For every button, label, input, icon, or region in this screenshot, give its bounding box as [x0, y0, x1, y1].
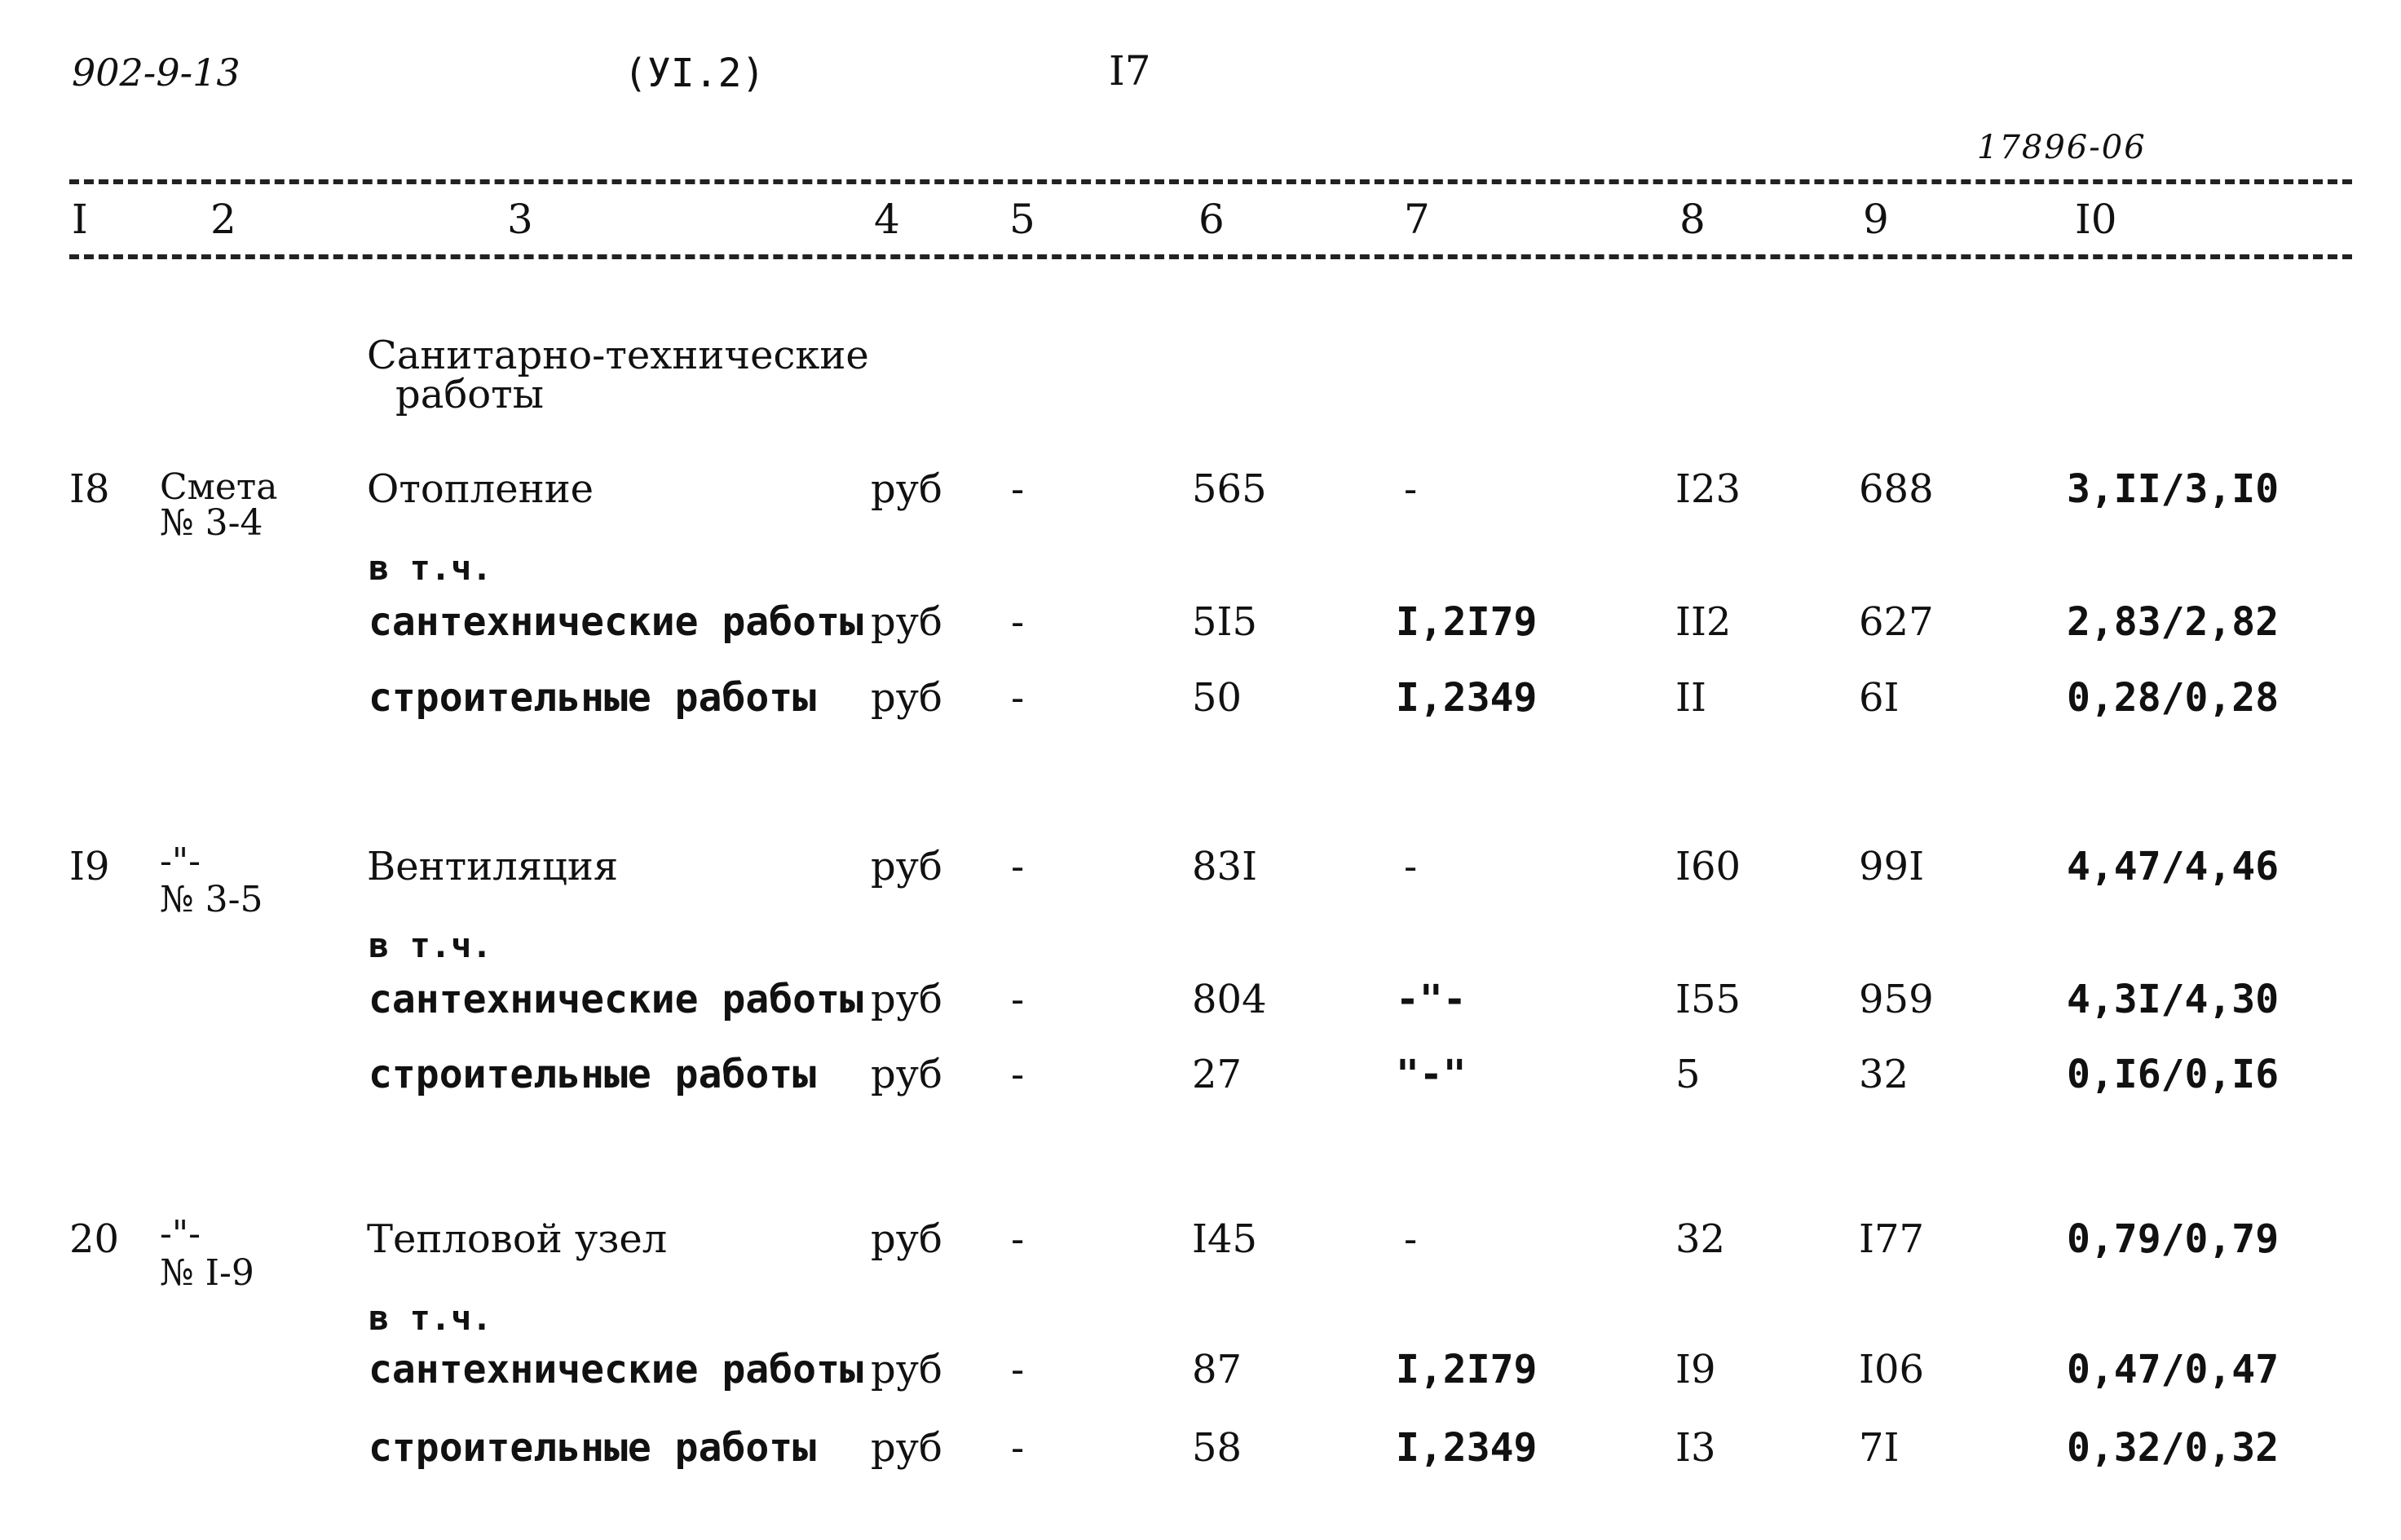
item-number: I8 [69, 466, 110, 512]
item-col5: - [1011, 844, 1025, 889]
subitem-name: строительные работы [369, 1052, 817, 1097]
item-col5: - [1011, 466, 1025, 512]
subitem-col9: 32 [1859, 1052, 1909, 1097]
subitem-col8: II2 [1675, 599, 1732, 645]
subitem-col10: 0,I6/0,I6 [2067, 1052, 2280, 1097]
subitem-col6: 87 [1192, 1347, 1242, 1392]
subitem-col8: II [1675, 675, 1706, 721]
item-name: Отопление [367, 466, 594, 512]
item-col10: 4,47/4,46 [2067, 844, 2280, 889]
item-col7: - [1404, 1216, 1418, 1262]
column-number-8: 8 [1679, 196, 1706, 243]
subitem-name: сантехнические работы [369, 977, 863, 1022]
item-unit: руб [871, 466, 942, 512]
subitem-col9: 6I [1859, 675, 1900, 721]
section-title: Санитарно-технические [367, 333, 869, 378]
subitem-col7: I,2I79 [1396, 1347, 1538, 1392]
subitem-col7: "-" [1396, 1052, 1467, 1097]
subitem-col10: 4,3I/4,30 [2067, 977, 2280, 1022]
subitem-col7: I,2349 [1396, 1425, 1538, 1471]
subitem-unit: руб [871, 675, 942, 721]
archive-code: 17896-06 [1977, 129, 2147, 166]
subitem-col5: - [1011, 1425, 1025, 1471]
item-col9: I77 [1859, 1216, 1925, 1262]
subitem-col5: - [1011, 599, 1025, 645]
item-number: I9 [69, 844, 110, 889]
section-label: (УI.2) [624, 51, 766, 96]
item-col7: - [1404, 466, 1418, 512]
subitem-col6: 50 [1192, 675, 1242, 721]
subitem-col9: I06 [1859, 1347, 1925, 1392]
column-number-9: 9 [1863, 196, 1889, 243]
item-col8: I23 [1675, 466, 1741, 512]
subitem-unit: руб [871, 599, 942, 645]
estimate-ref: -"- [160, 841, 201, 882]
estimate-ref-number: № 3-4 [160, 502, 263, 544]
subitem-name: строительные работы [369, 1425, 817, 1471]
subitem-col10: 0,28/0,28 [2067, 675, 2280, 721]
estimate-ref-number: № I-9 [160, 1252, 254, 1294]
column-number-5: 5 [1009, 196, 1035, 243]
item-col8: 32 [1675, 1216, 1726, 1262]
document-number: 902-9-13 [72, 51, 241, 95]
item-number: 20 [69, 1216, 120, 1262]
column-number-1: I [72, 196, 88, 243]
subitem-unit: руб [871, 1347, 942, 1392]
item-col7: - [1404, 844, 1418, 889]
subitem-col5: - [1011, 977, 1025, 1022]
subitem-name: строительные работы [369, 675, 817, 721]
subitem-col8: I55 [1675, 977, 1741, 1022]
subitem-col10: 2,83/2,82 [2067, 599, 2280, 645]
subitem-name: сантехнические работы [369, 1347, 863, 1392]
subitem-col10: 0,47/0,47 [2067, 1347, 2280, 1392]
column-number-10: I0 [2075, 196, 2117, 243]
column-number-4: 4 [874, 196, 900, 243]
item-name: Тепловой узел [367, 1216, 668, 1262]
subitem-col6: 58 [1192, 1425, 1242, 1471]
estimate-ref: -"- [160, 1213, 201, 1255]
subitem-col7: I,2I79 [1396, 599, 1538, 645]
estimate-ref: Смета [160, 466, 278, 508]
subitem-name: сантехнические работы [369, 599, 863, 645]
subitem-col5: - [1011, 1052, 1025, 1097]
subitem-col7: -"- [1396, 977, 1467, 1022]
subitem-col6: 5I5 [1192, 599, 1258, 645]
item-col6: 83I [1192, 844, 1258, 889]
item-col10: 0,79/0,79 [2067, 1216, 2280, 1262]
including-label: в т.ч. [369, 925, 492, 965]
item-col8: I60 [1675, 844, 1741, 889]
including-label: в т.ч. [369, 1298, 492, 1338]
subitem-unit: руб [871, 1425, 942, 1471]
subitem-unit: руб [871, 977, 942, 1022]
subitem-col6: 27 [1192, 1052, 1242, 1097]
header-rule-bottom [69, 254, 2352, 259]
column-number-3: 3 [507, 196, 533, 243]
item-col9: 688 [1859, 466, 1934, 512]
subitem-col9: 959 [1859, 977, 1934, 1022]
item-col6: I45 [1192, 1216, 1258, 1262]
item-col9: 99I [1859, 844, 1925, 889]
column-number-2: 2 [210, 196, 236, 243]
including-label: в т.ч. [369, 548, 492, 588]
subitem-col9: 7I [1859, 1425, 1900, 1471]
subitem-col6: 804 [1192, 977, 1267, 1022]
subitem-col8: I3 [1675, 1425, 1716, 1471]
subitem-col5: - [1011, 675, 1025, 721]
subitem-unit: руб [871, 1052, 942, 1097]
item-unit: руб [871, 844, 942, 889]
section-title-line2: работы [395, 372, 544, 417]
subitem-col7: I,2349 [1396, 675, 1538, 721]
subitem-col9: 627 [1859, 599, 1934, 645]
subitem-col10: 0,32/0,32 [2067, 1425, 2280, 1471]
subitem-col5: - [1011, 1347, 1025, 1392]
item-col6: 565 [1192, 466, 1267, 512]
subitem-col8: 5 [1675, 1052, 1701, 1097]
item-name: Вентиляция [367, 844, 619, 889]
item-unit: руб [871, 1216, 942, 1262]
subitem-col8: I9 [1675, 1347, 1716, 1392]
item-col5: - [1011, 1216, 1025, 1262]
header-rule-top [69, 179, 2352, 184]
column-number-7: 7 [1404, 196, 1430, 243]
column-number-6: 6 [1198, 196, 1225, 243]
page-number: I7 [1109, 47, 1151, 95]
estimate-ref-number: № 3-5 [160, 879, 263, 920]
item-col10: 3,II/3,I0 [2067, 466, 2280, 512]
